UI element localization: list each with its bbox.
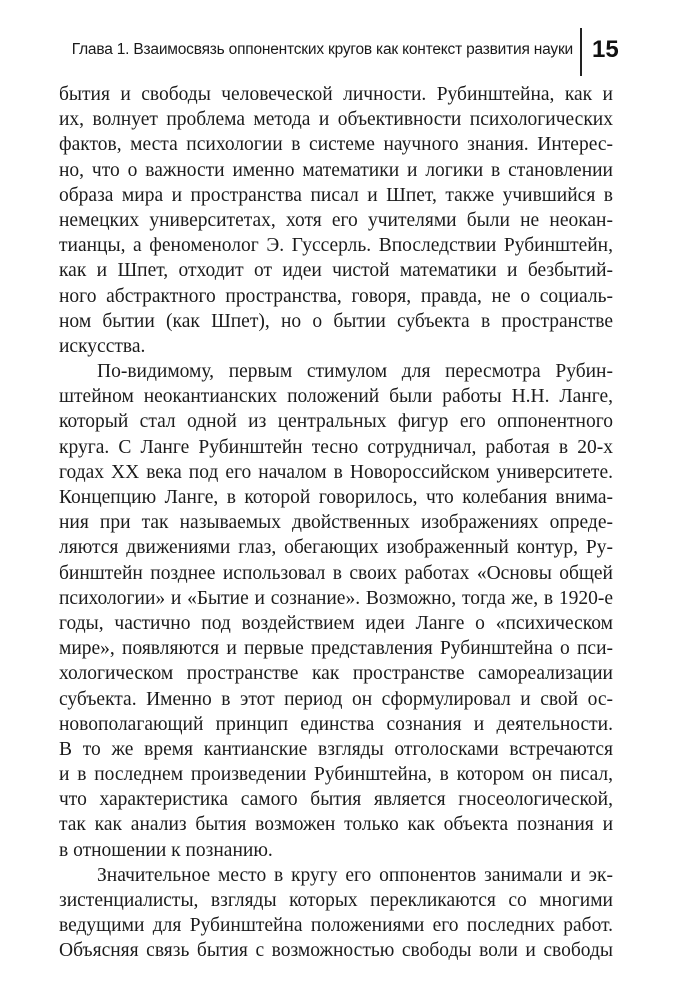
text-line: мире», появляются и первые представления Рубинштейна о пси-: [59, 638, 613, 660]
text-line: зистенциалисты, взгляды которых перекликаются со многими: [59, 890, 613, 911]
text-line: круга. С Ланге Рубинштейн тесно сотрудничал, работая в 20-х: [59, 436, 613, 458]
text-line: как и Шпет, отходит от идеи чистой математики и безбытий-: [59, 260, 613, 282]
text-line: ведущими для Рубинштейна положениями его последних работ.: [59, 915, 613, 937]
running-title: Глава 1. Взаимосвязь оппонентских кругов как контекст развития науки: [71, 41, 573, 58]
text-line: образа мира и пространства писал и Шпет, также учившийся в: [59, 184, 613, 206]
text-line: что характеристика самого бытия является гносеологической,: [59, 789, 613, 811]
text-line: новополагающий принцип единства сознания и деятельности.: [59, 713, 613, 735]
paragraph: [59, 82, 613, 359]
text-line: В то же время кантианские взгляды отголосками встречаются: [59, 738, 613, 760]
text-line: хологическом пространстве как пространстве самореализации: [59, 663, 613, 685]
text-line: фактов, места психологии в системе научного знания. Интерес-: [59, 134, 613, 156]
paragraph: [59, 863, 613, 964]
text-line: искусства.: [59, 335, 146, 357]
text-line: но, что о важности именно математики и логики в становлении: [59, 159, 613, 181]
text-line: который стал одной из центральных фигур его оппонентного: [59, 411, 613, 433]
text-line: их, волнует проблема метода и объективности психологических: [59, 109, 613, 131]
text-line: тианцы, а феноменолог Э. Гуссерль. Впоследствии Рубинштейн,: [59, 235, 613, 257]
text-line: ляются движениями глаз, обегающих изображенный контур, Ру-: [59, 537, 613, 559]
text-line: штейном неокантианских положений были работы Н.Н. Ланге,: [59, 386, 613, 408]
header-divider: [580, 28, 582, 76]
text-line: Концепцию Ланге, в которой говорилось, что колебания внима-: [59, 487, 613, 508]
text-line: бытия и свободы человеческой личности. Рубинштейна, как и: [59, 84, 613, 105]
text-line: годы, частично под воздействием идеи Ланге о «психическом: [59, 612, 613, 634]
running-header: [0, 28, 697, 76]
text-line: ном бытии (как Шпет), но о бытии субъекта в пространстве: [59, 310, 613, 332]
text-line: ного абстрактного пространства, говоря, правда, не о социаль-: [59, 285, 613, 307]
text-line: Значительное место в кругу его оппонентов занимали и эк-: [97, 864, 613, 886]
body-text: [59, 82, 613, 964]
text-line: психологии» и «Бытие и сознание». Возможно, тогда же, в 1920-е: [59, 587, 613, 609]
text-line: ния при так называемых двойственных изображениях опреде-: [59, 512, 613, 534]
text-line: бинштейн позднее использовал в своих работах «Основы общей: [59, 562, 613, 584]
text-line: субъекта. Именно в этот период он сформулировал и свой ос-: [59, 688, 613, 710]
text-line: так как анализ бытия возможен только как объекта познания и: [59, 814, 613, 836]
text-line: По-видимому, первым стимулом для пересмотра Рубин-: [97, 361, 613, 383]
text-line: и в последнем произведении Рубинштейна, в котором он писал,: [59, 764, 613, 786]
text-line: годах XX века под его началом в Новороссийском университете.: [59, 461, 613, 483]
text-line: Объясняя связь бытия с возможностью свободы воли и свободы: [59, 940, 613, 962]
text-line: в отношении к познанию.: [59, 839, 273, 861]
paragraph: [59, 359, 613, 863]
text-line: немецких университетах, хотя его учителями были не неокан-: [59, 209, 613, 231]
page-number: 15: [592, 36, 619, 63]
